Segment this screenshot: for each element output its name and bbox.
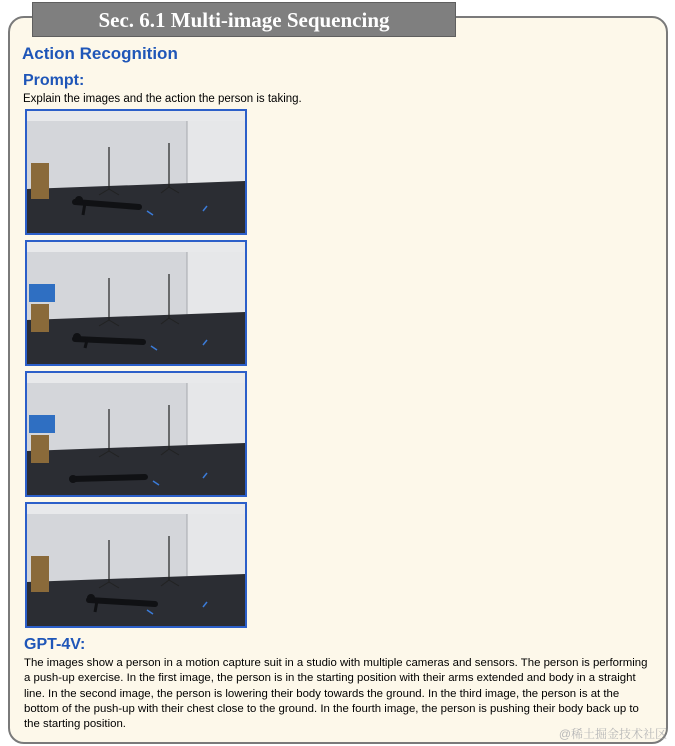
prompt-label: Prompt:	[23, 72, 85, 89]
image-frame-4	[25, 502, 247, 628]
section-title: Sec. 6.1 Multi-image Sequencing	[32, 2, 456, 37]
response-label: GPT-4V:	[24, 636, 86, 653]
subtitle: Action Recognition	[22, 44, 178, 63]
watermark: @稀土掘金技术社区	[558, 727, 667, 741]
studio-photo-2	[27, 242, 245, 364]
image-frame-2	[25, 240, 247, 366]
response-text: The images show a person in a motion capture suit in a studio with multiple cameras and sensors. The person is performing a push-up exercise. In the first image, the person is in the starting position with their arms extended and body in a straight line. In the second image, the person is lowering their body towards the ground. In the third image, the person is at the bottom of the push-up with their chest close to the ground. In the fourth image, the person is pushing their body back up to the starting position.	[24, 657, 648, 731]
prompt-text: Explain the images and the action the person is taking.	[23, 93, 302, 105]
image-frame-1	[25, 109, 247, 235]
studio-photo-4	[27, 504, 245, 626]
studio-photo-3	[27, 373, 245, 495]
image-frame-3	[25, 371, 247, 497]
studio-photo-1	[27, 111, 245, 233]
